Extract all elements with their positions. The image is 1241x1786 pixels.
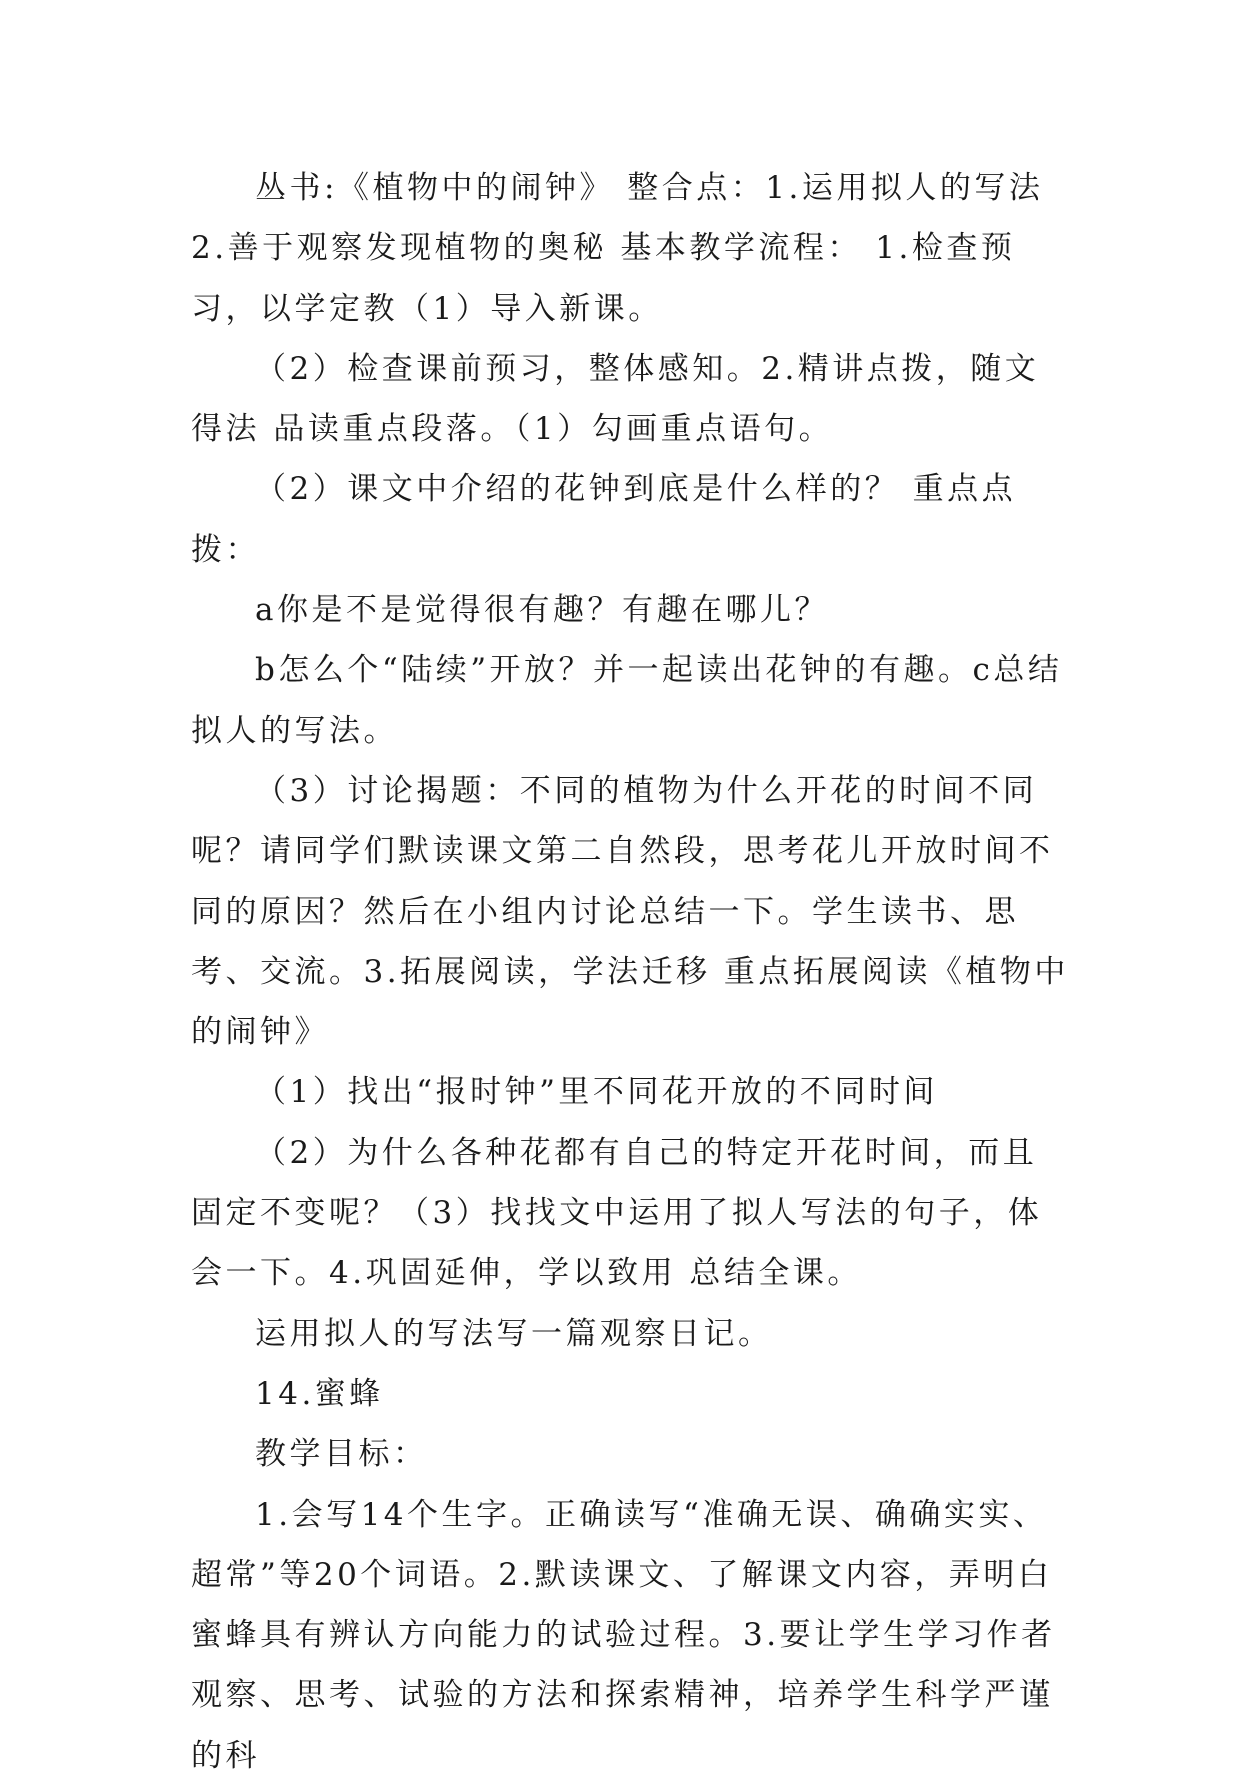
paragraph: 14.蜜蜂: [255, 1375, 384, 1412]
paragraph: 1.会写14个生字。正确读写“准确无误、确确实实、超常”等20个词语。2.默读课文、了解课文内容，弄明白蜜蜂具有辨认方向能力的试验过程。3.要让学生学习作者观察、思考、试验的方法和探索精神，培养学生科学严谨的科: [191, 1496, 1056, 1774]
paragraph: （2）课文中介绍的花钟到底是什么样的？ 重点点拨：: [191, 471, 1017, 568]
document-body: [191, 158, 1071, 1786]
paragraph: a你是不是觉得很有趣？有趣在哪儿？: [255, 592, 829, 629]
paragraph: b怎么个“陆续”开放？并一起读出花钟的有趣。c总结拟人的写法。: [191, 652, 1063, 749]
paragraph: 丛书:《植物中的闹钟》 整合点：1.运用拟人的写法 2.善于观察发现植物的奥秘 基本教学流程： 1.检查预习，以学定教（1）导入新课。: [191, 170, 1057, 327]
paragraph: 教学目标：: [255, 1436, 428, 1473]
paragraph: （1）找出“报时钟”里不同花开放的不同时间: [255, 1074, 938, 1111]
paragraph: （2）为什么各种花都有自己的特定开花时间，而且固定不变呢？（3）找找文中运用了拟人写法的句子，体会一下。4.巩固延伸，学以致用 总结全课。: [191, 1134, 1043, 1292]
paragraph: （3）讨论揭题：不同的植物为什么开花的时间不同呢？请同学们默读课文第二自然段，思考花儿开放时间不同的原因？然后在小组内讨论总结一下。学生读书、思考、交流。3.拓展阅读，学法迁移 重点拓展阅读《植物中的闹钟》: [191, 772, 1069, 1051]
paragraph: 运用拟人的写法写一篇观察日记。: [255, 1315, 773, 1352]
paragraph: （2）检查课前预习，整体感知。2.精讲点拨，随文得法 品读重点段落。（1）勾画重点语句。: [191, 350, 1040, 448]
